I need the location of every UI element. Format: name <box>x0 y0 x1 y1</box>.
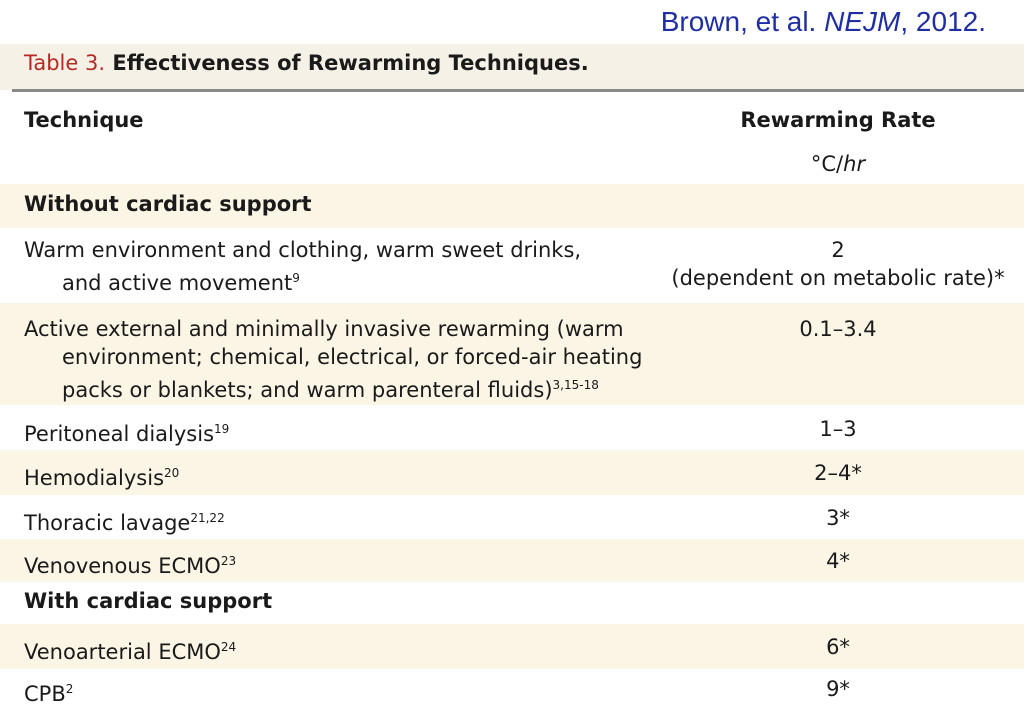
technique-line: packs or blankets; and warm parenteral fluids) <box>62 378 553 402</box>
reference: 19 <box>214 422 230 436</box>
rate-value: 2–4* <box>814 461 862 485</box>
technique-cell <box>24 675 664 708</box>
table-row <box>0 539 1024 582</box>
technique-line: Venoarterial ECMO <box>24 640 221 664</box>
technique-line: Venovenous ECMO <box>24 554 221 578</box>
technique-line: Thoracic lavage <box>24 511 191 535</box>
rate-value: 6* <box>826 635 850 659</box>
section-label: With cardiac support <box>24 589 273 613</box>
technique-cell <box>24 415 664 448</box>
table-row <box>0 495 1024 539</box>
table-row <box>0 669 1024 715</box>
rewarming-table <box>0 92 1024 715</box>
unit-hour: hr <box>843 152 866 176</box>
reference: 20 <box>164 466 180 480</box>
section-row-with-cardiac-support <box>0 582 1024 624</box>
technique-line: environment; chemical, electrical, or forced-air heating <box>62 345 643 369</box>
rate-value: 2 <box>831 238 845 262</box>
technique-cell <box>24 504 664 537</box>
technique-line: Hemodialysis <box>24 466 165 490</box>
citation-year: , 2012. <box>900 6 986 37</box>
table-number: Table 3. <box>24 51 106 75</box>
column-header-unit <box>668 150 1008 178</box>
column-header-rate: Rewarming Rate <box>740 108 936 132</box>
technique-line: Warm environment and clothing, warm sweet drinks, <box>24 238 582 262</box>
technique-cell <box>24 315 664 404</box>
reference: 2 <box>65 682 74 696</box>
table-row <box>0 303 1024 405</box>
table-row <box>0 228 1024 303</box>
technique-cell <box>24 236 664 297</box>
technique-line: CPB <box>24 682 66 706</box>
citation-author: Brown, et al. <box>660 6 817 37</box>
section-row-without-cardiac-support <box>0 184 1024 228</box>
unit-degree: °C/ <box>810 152 844 176</box>
section-label: Without cardiac support <box>24 192 312 216</box>
rate-cell <box>668 236 1008 292</box>
technique-cell <box>24 547 664 580</box>
column-header-technique: Technique <box>24 108 144 132</box>
reference: 3,15-18 <box>552 378 599 392</box>
table-header-row <box>0 92 1024 184</box>
citation-journal: NEJM <box>824 6 901 37</box>
technique-line: and active movement <box>62 271 293 295</box>
citation <box>661 6 986 38</box>
technique-cell <box>24 459 664 492</box>
rate-note: (dependent on metabolic rate)* <box>671 266 1005 290</box>
table-caption <box>24 51 589 75</box>
rate-value: 4* <box>826 549 850 573</box>
rate-value: 3* <box>826 506 850 530</box>
rate-value: 0.1–3.4 <box>799 317 877 341</box>
reference: 24 <box>220 640 237 654</box>
reference: 23 <box>220 554 237 568</box>
table-title: Effectiveness of Rewarming Techniques. <box>112 51 589 75</box>
rate-value: 9* <box>826 677 850 701</box>
reference: 9 <box>292 271 300 285</box>
table-row <box>0 450 1024 495</box>
technique-line: Peritoneal dialysis <box>24 422 215 446</box>
technique-cell <box>24 633 664 666</box>
rate-value: 1–3 <box>819 417 857 441</box>
table-row <box>0 624 1024 669</box>
reference: 21,22 <box>190 511 225 525</box>
technique-line: Active external and minimally invasive rewarming (warm <box>24 317 624 341</box>
table-row <box>0 405 1024 450</box>
